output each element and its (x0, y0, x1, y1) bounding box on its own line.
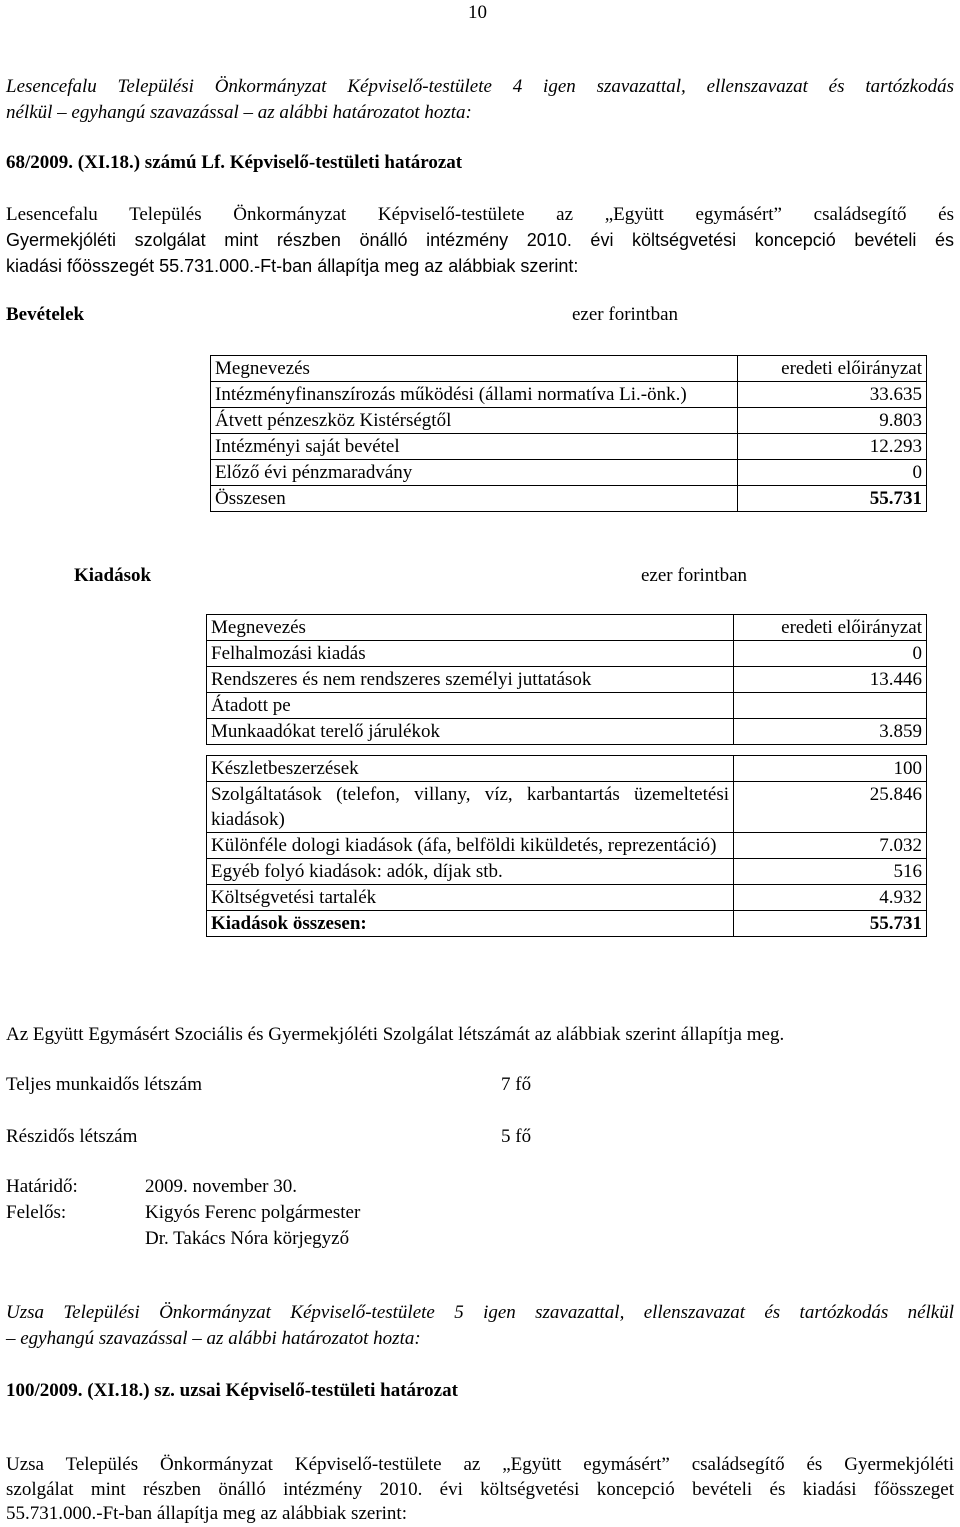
resolution-2-body-line-1: Uzsa Település Önkormányzat Képviselő-testülete az „Együtt egymásért” családsegítő és Gyermekjóléti (6, 1454, 954, 1475)
header-name: Megnevezés (211, 356, 738, 382)
table-row (211, 460, 927, 486)
table-row (207, 833, 927, 859)
table-row-total (211, 486, 927, 512)
row-name: Munkaadókat terelő járulékok (207, 719, 734, 745)
table-header-row (207, 615, 927, 641)
table-row (211, 408, 927, 434)
row-value: 516 (734, 859, 927, 885)
deadline-label: Határidő: (6, 1176, 78, 1197)
staff-statement: Az Együtt Egymásért Szociális és Gyermekjóléti Szolgálat létszámát az alábbiak szerint állapítja meg. (6, 1024, 785, 1045)
table-header-row (211, 356, 927, 382)
row-value: 0 (734, 641, 927, 667)
expenses-table (206, 614, 927, 937)
revenue-table (210, 355, 927, 512)
responsible-label: Felelős: (6, 1202, 67, 1223)
revenue-unit: ezer forintban (572, 304, 679, 325)
row-value: 55.731 (738, 486, 927, 512)
row-value: 3.859 (734, 719, 927, 745)
table-row (207, 756, 927, 782)
row-name: Kiadások összesen: (207, 911, 734, 937)
table-row (207, 667, 927, 693)
revenue-heading: Bevételek (6, 304, 85, 325)
row-value: 25.846 (734, 782, 927, 833)
table-row (207, 782, 927, 833)
table-row (207, 885, 927, 911)
row-name: Egyéb folyó kiadások: adók, díjak stb. (207, 859, 734, 885)
row-name: Átvett pénzeszköz Kistérségtől (211, 408, 738, 434)
row-value: 13.446 (734, 667, 927, 693)
table-row (207, 859, 927, 885)
table-row (207, 693, 927, 719)
row-name: Átadott pe (207, 693, 734, 719)
responsible-value-2: Dr. Takács Nóra körjegyző (145, 1228, 350, 1249)
row-value: 55.731 (734, 911, 927, 937)
row-name: Összesen (211, 486, 738, 512)
table-row (207, 719, 927, 745)
row-name: Intézményfinanszírozás működési (állami normatíva Li.-önk.) (211, 382, 738, 408)
row-value: 4.932 (734, 885, 927, 911)
staff-part-time-value: 5 fő (501, 1126, 532, 1147)
row-value: 9.803 (738, 408, 927, 434)
intro-paragraph-1-line-1: Lesencefalu Települési Önkormányzat Képviselő-testülete 4 igen szavazattal, ellenszavazat és tartózkodás (6, 76, 954, 97)
expenses-unit: ezer forintban (641, 565, 748, 586)
row-name: Rendszeres és nem rendszeres személyi juttatások (207, 667, 734, 693)
resolution-1-body-line-3: kiadási főösszegét 55.731.000.-Ft-ban állapítja meg az alábbiak szerint: (6, 256, 579, 276)
staff-full-time-label: Teljes munkaidős létszám (6, 1074, 203, 1095)
staff-full-time-value: 7 fő (501, 1074, 532, 1095)
row-name: Felhalmozási kiadás (207, 641, 734, 667)
table-row (211, 434, 927, 460)
table-row-total (207, 911, 927, 937)
row-name: Költségvetési tartalék (207, 885, 734, 911)
row-value: 100 (734, 756, 927, 782)
resolution-2-body-line-3: 55.731.000.-Ft-ban állapítja meg az alábbiak szerint: (6, 1503, 407, 1524)
row-name: Szolgáltatások (telefon, villany, víz, karbantartás üzemeltetési kiadások) (207, 782, 734, 833)
staff-part-time-label: Részidős létszám (6, 1126, 138, 1147)
resolution-1-title: 68/2009. (XI.18.) számú Lf. Képviselő-testületi határozat (6, 152, 463, 173)
row-name: Készletbeszerzések (207, 756, 734, 782)
deadline-value: 2009. november 30. (145, 1176, 297, 1197)
table-row (207, 641, 927, 667)
intro-paragraph-1-line-2: nélkül – egyhangú szavazással – az alábbi határozatot hozta: (6, 102, 472, 123)
row-value (734, 693, 927, 719)
resolution-1-body-line-1: Lesencefalu Település Önkormányzat Képviselő-testülete az „Együtt egymásért” családsegítő és (6, 204, 954, 225)
expenses-heading: Kiadások (74, 565, 152, 586)
row-name: Különféle dologi kiadások (áfa, belföldi kiküldetés, reprezentáció) (207, 833, 734, 859)
intro-paragraph-2-line-1: Uzsa Települési Önkormányzat Képviselő-testülete 5 igen szavazattal, ellenszavazat és tartózkodás nélkül (6, 1302, 954, 1323)
header-value: eredeti előirányzat (734, 615, 927, 641)
row-value: 12.293 (738, 434, 927, 460)
row-name: Előző évi pénzmaradvány (211, 460, 738, 486)
table-row (211, 382, 927, 408)
header-value: eredeti előirányzat (738, 356, 927, 382)
resolution-2-body-line-2: szolgálat mint részben önálló intézmény 2010. évi költségvetési koncepció bevételi és kiadási főösszeget (6, 1479, 954, 1500)
row-value: 0 (738, 460, 927, 486)
header-name: Megnevezés (207, 615, 734, 641)
row-value: 33.635 (738, 382, 927, 408)
page-number: 10 (468, 2, 487, 23)
row-name: Intézményi saját bevétel (211, 434, 738, 460)
responsible-value-1: Kigyós Ferenc polgármester (145, 1202, 361, 1223)
table-spacer (207, 745, 927, 756)
intro-paragraph-2-line-2: – egyhangú szavazással – az alábbi határozatot hozta: (6, 1328, 421, 1349)
resolution-1-body-line-2: Gyermekjóléti szolgálat mint részben önálló intézmény 2010. évi költségvetési koncepció bevételi és (6, 230, 954, 250)
resolution-2-title: 100/2009. (XI.18.) sz. uzsai Képviselő-testületi határozat (6, 1380, 458, 1401)
row-value: 7.032 (734, 833, 927, 859)
